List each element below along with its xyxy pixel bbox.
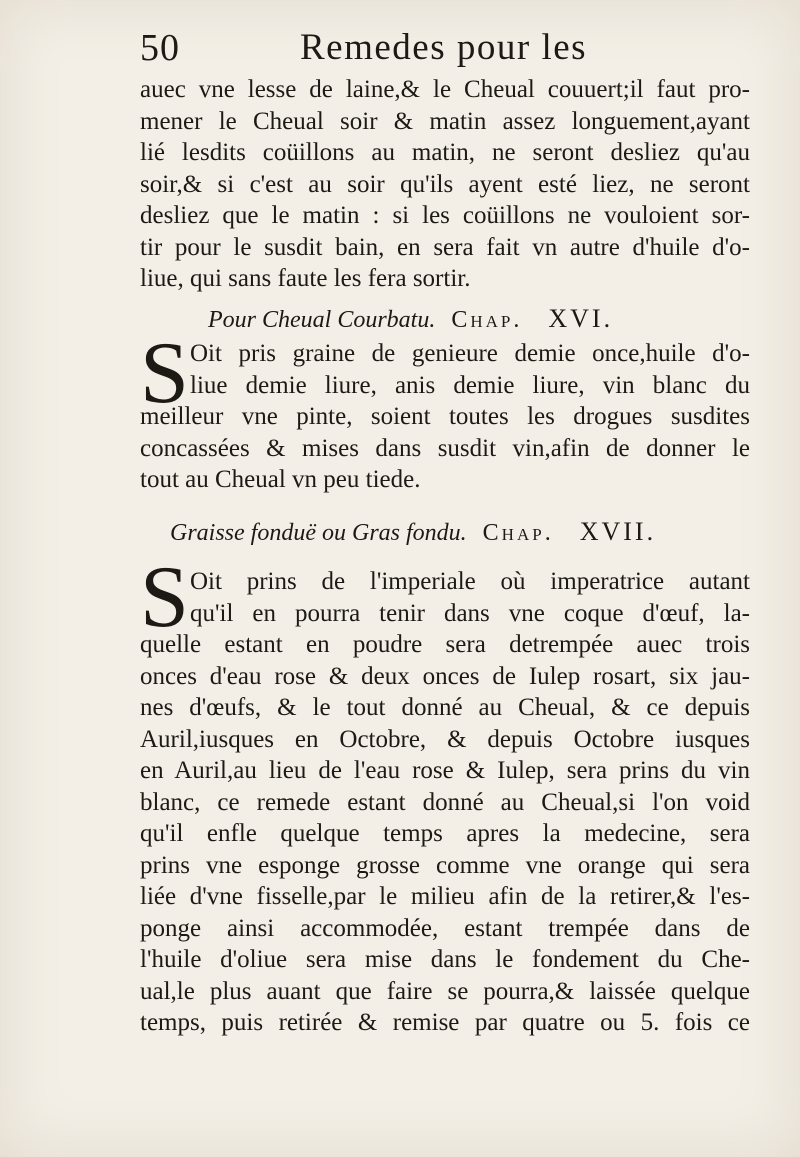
text-line: lié lesdits coüillons au matin, ne seront desliez qu'au [140,139,750,166]
chapter-17-body [140,566,750,1039]
text-line: auec vne lesse de laine,& le Cheual couuert;il faut pro- [140,76,750,103]
text-line: quelle estant en poudre sera detrempée auec trois [140,631,750,658]
running-title: Remedes pour les [300,27,588,68]
chapter-number: XVII. [579,517,657,546]
text-line: blanc, ce remede estant donné au Cheual,si l'on void [140,788,750,816]
text-line: qu'il en pourra tenir dans vne coque d'œuf, la- [190,599,750,627]
chapter-number: XVI. [548,304,614,333]
text-line: tir pour le susdit bain, en sera fait vn autre d'huile d'o- [140,233,750,261]
text-line: liue demie liure, anis demie liure, vin blanc du [190,371,750,399]
chapter-16-body [140,338,750,496]
text-line: onces d'eau rose & deux onces de Iulep rosart, six jau- [140,662,750,690]
chapter-label: Chap. [482,520,554,546]
text-line: Oit pris graine de genieure demie once,huile d'o- [190,340,750,367]
text-line: liue, qui sans faute les fera sortir. [140,265,471,292]
chapter-title: Graisse fonduë ou Gras fondu. [170,520,467,546]
text-line: temps, puis retirée & remise par quatre ou 5. fois ce [140,1009,750,1036]
text-line: Oit prins de l'imperiale où imperatrice autant [190,568,750,595]
text-line: ual,le plus auant que faire se pourra,& laissée quelque [140,977,750,1005]
chapter-title: Pour Cheual Courbatu. [208,307,436,333]
drop-cap: S [140,325,189,422]
text-line: tout au Cheual vn peu tiede. [140,466,421,493]
text-line: desliez que le matin : si les coüillons ne vouloient sor- [140,202,750,229]
text-line: concassées & mises dans susdit vin,afin de donner le [140,434,750,462]
text-line: l'huile d'oliue sera mise dans le fondement du Che- [140,946,750,973]
continuation-paragraph [140,74,750,295]
chapter-17-heading [140,515,750,549]
text-line: ponge ainsi accommodée, estant trempée dans de [140,914,750,942]
text-line: prins vne esponge grosse comme vne orange qui sera [140,851,750,879]
text-line: meilleur vne pinte, soient toutes les drogues susdites [140,403,750,430]
text-line: Auril,iusques en Octobre, & depuis Octobre iusques [140,725,750,753]
text-line: en Auril,au lieu de l'eau rose & Iulep, sera prins du vin [140,757,750,784]
page-header [140,26,760,76]
page-number: 50 [140,27,180,69]
drop-cap: S [140,549,189,646]
text-line: qu'il enfle quelque temps apres la medecine, sera [140,820,750,847]
text-line: mener le Cheual soir & matin assez longuement,ayant [140,107,750,135]
text-line: liée d'vne fisselle,par le milieu afin de la retirer,& l'es- [140,883,750,910]
text-line: soir,& si c'est au soir qu'ils ayent esté liez, ne seront [140,170,750,198]
chapter-label: Chap. [451,307,523,333]
text-line: nes d'œufs, & le tout donné au Cheual, & ce depuis [140,694,750,721]
chapter-16-heading [140,302,750,336]
